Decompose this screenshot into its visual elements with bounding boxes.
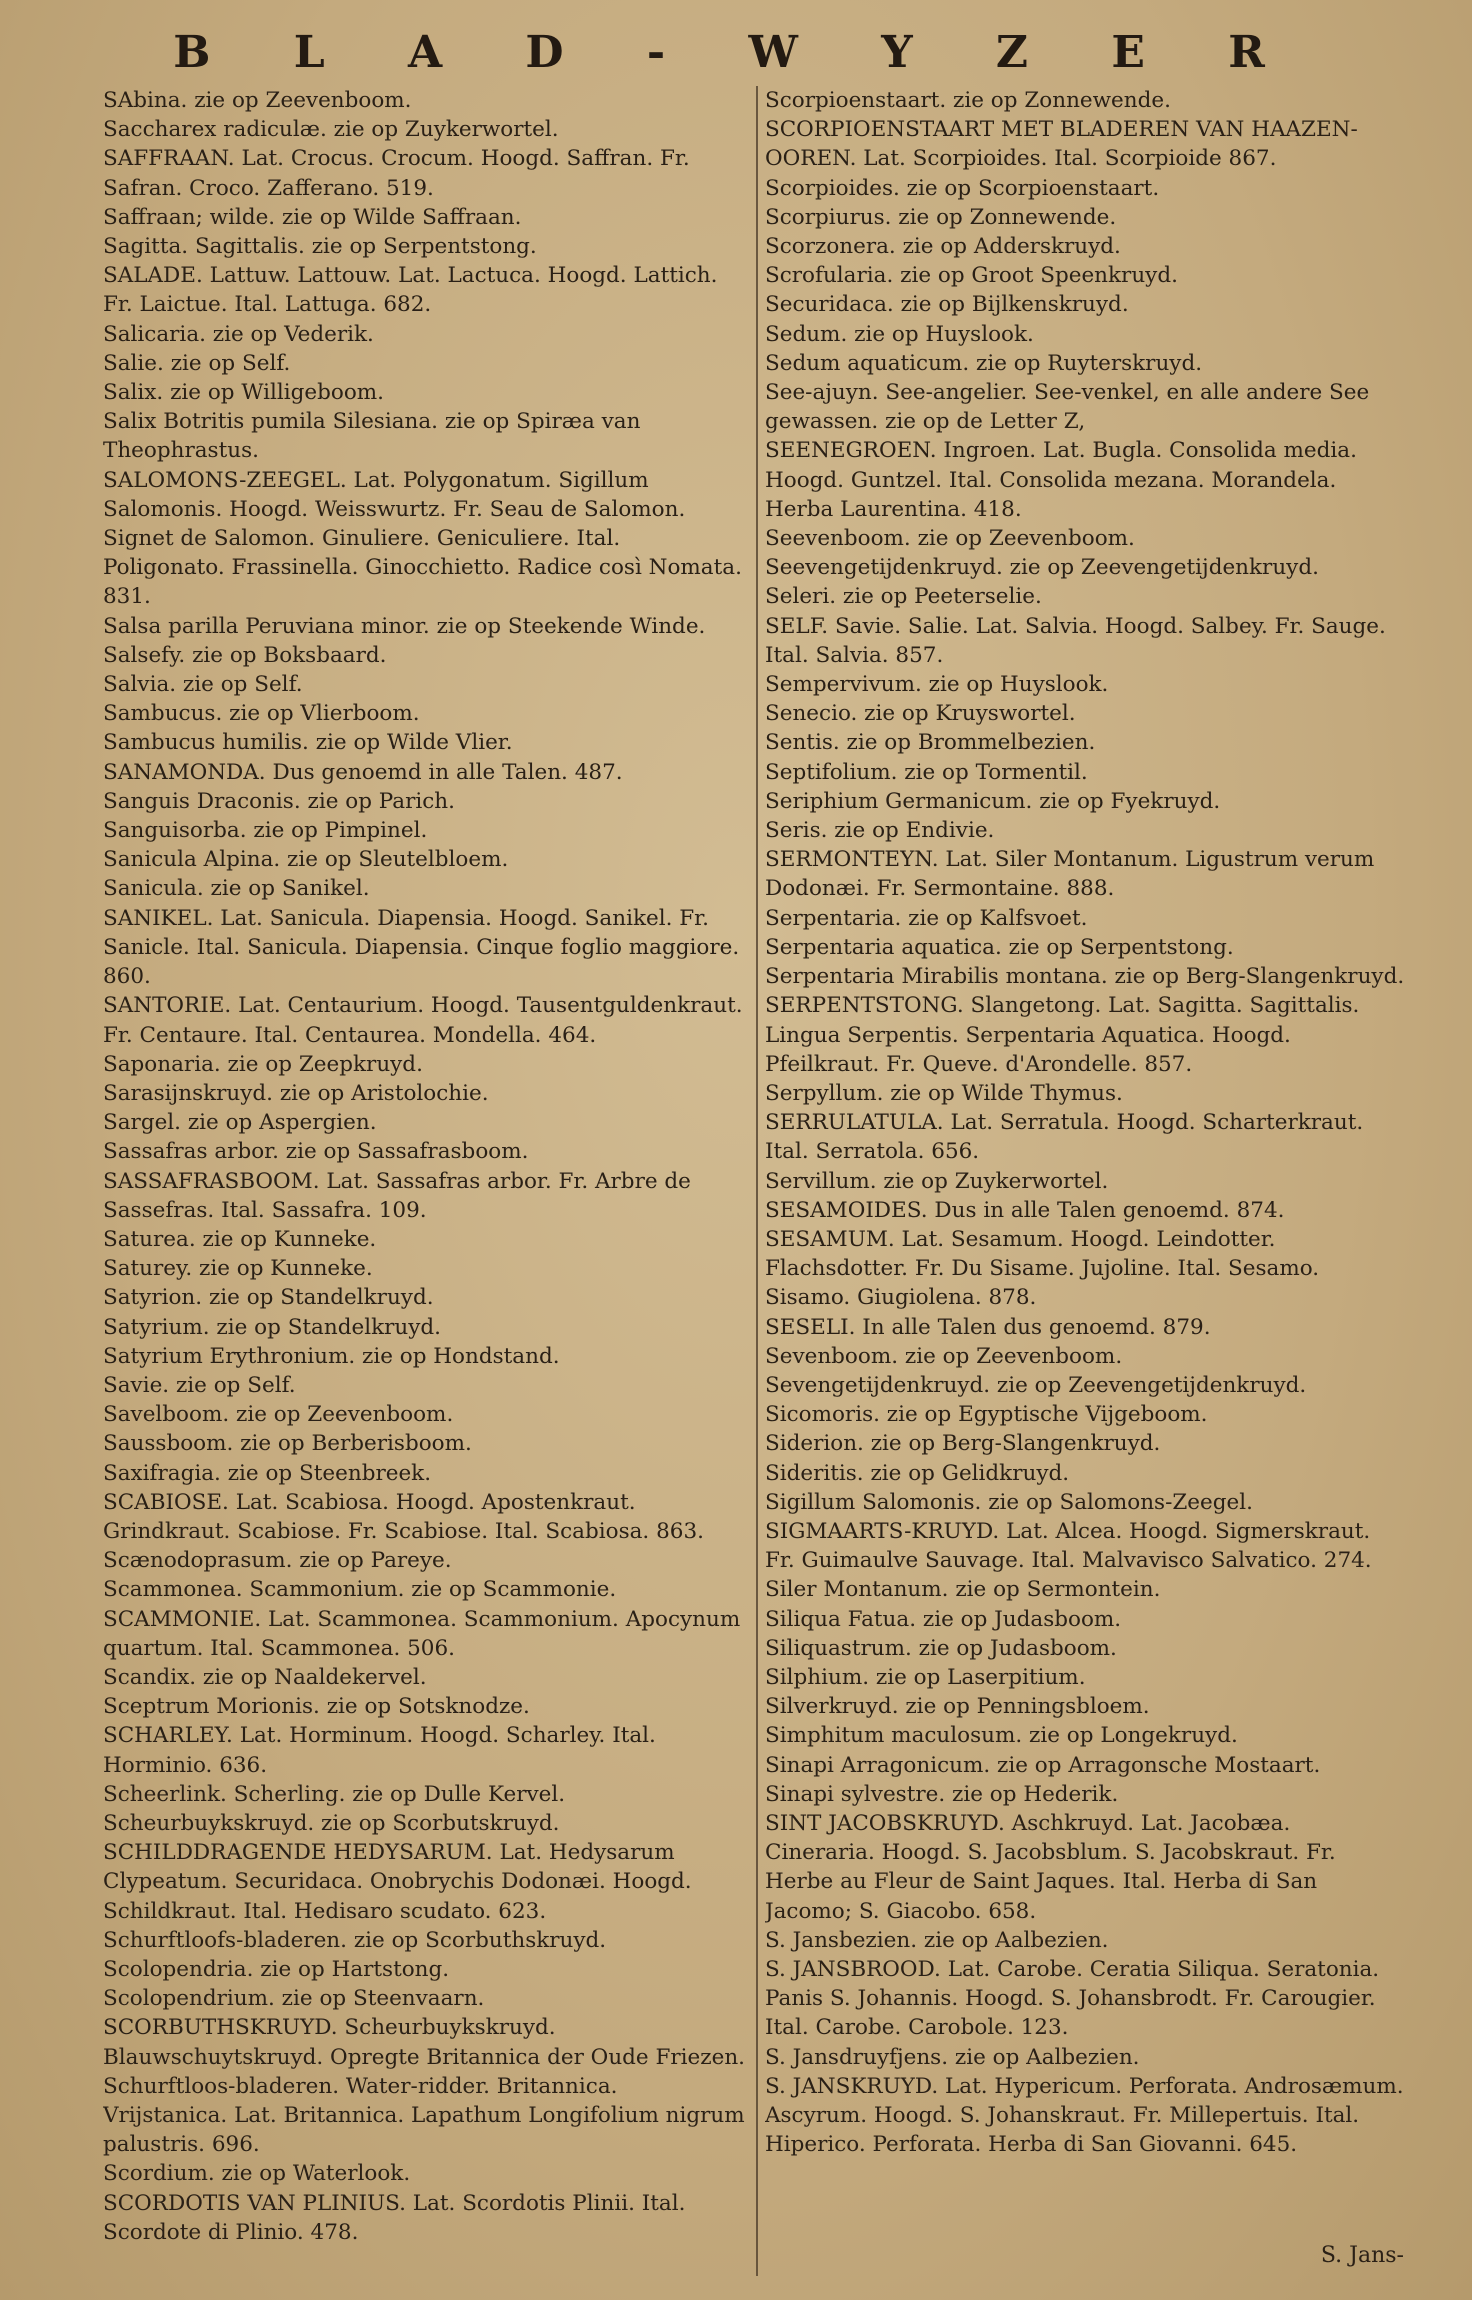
index-entry: SERRULATULA. Lat. Serratula. Hoogd. Scharterkraut. Ital. Serratola. 656. (765, 1110, 1364, 1165)
index-entry: S. JANSKRUYD. Lat. Hypericum. Perforata. Androsæmum. Ascyrum. Hoogd. S. Johanskraut. Fr. Millepertuis. Ital. Hiperico. Perforata. Herba di San Giovanni. 645. (765, 2073, 1404, 2158)
index-entry: Sanicula Alpina. zie op Sleutelbloem. (103, 847, 509, 873)
index-entry: Scolopendria. zie op Hartstong. (103, 1957, 450, 1982)
index-entry: Sevengetijdenkruyd. zie op Zeevengetijdenkruyd. (765, 1372, 1307, 1398)
index-entry: Scheerlink. Scherling. zie op Dulle Kervel. (103, 1781, 566, 1807)
index-entry: Seevenboom. zie op Zeevenboom. (765, 526, 1135, 552)
index-entry: SANTORIE. Lat. Centaurium. Hoogd. Tausentguldenkraut. Fr. Centaure. Ital. Centaurea. Mondella. 464. (103, 993, 743, 1048)
index-entry: Silphium. zie op Laserpitium. (765, 1664, 1086, 1690)
index-entry: Salie. zie op Self. (103, 350, 291, 376)
index-entry: Sanicula. zie op Sanikel. (103, 876, 370, 902)
index-entry: SAbina. zie op Zeevenboom. (103, 88, 412, 113)
index-entry: Sempervivum. zie op Huyslook. (765, 672, 1109, 698)
index-entry: SALOMONS-ZEEGEL. Lat. Polygonatum. Sigillum Salomonis. Hoogd. Weisswurtz. Fr. Seau de Salomon. Signet de Salomon. Ginuliere. Geniculiere. Ital. Poligonato. Frassinella. Ginocchietto. Radice così Nomata. 831. (103, 467, 742, 610)
index-entry: Sedum aquaticum. zie op Ruyterskruyd. (765, 350, 1203, 376)
index-entry: Scænodoprasum. zie op Pareye. (103, 1548, 452, 1574)
index-entry: Seleri. zie op Peeterselie. (765, 584, 1042, 610)
index-entry: SCHARLEY. Lat. Horminum. Hoogd. Scharley. Ital. Horminio. 636. (103, 1723, 656, 1778)
index-entry: Sentis. zie op Brommelbezien. (765, 730, 1096, 756)
index-entry: Saxifragia. zie op Steenbreek. (103, 1460, 432, 1486)
index-entry: SINT JACOBSKRUYD. Aschkruyd. Lat. Jacobæa. Cineraria. Hoogd. S. Jacobsblum. S. Jacobskraut. Fr. Herbe au Fleur de Saint Jaques. Ital. Herba di San Jacomo; S. Giacobo. 658. (765, 1810, 1336, 1924)
index-entry: Scorpioenstaart. zie op Zonnewende. (765, 88, 1171, 113)
index-entry: Savelboom. zie op Zeevenboom. (103, 1402, 454, 1428)
index-entry: Siler Montanum. zie op Sermontein. (765, 1577, 1161, 1603)
index-entry: Sideritis. zie op Gelidkruyd. (765, 1460, 1070, 1486)
index-entry: Seris. zie op Endivie. (765, 818, 995, 844)
index-entry: Serpentaria. zie op Kalfsvoet. (765, 905, 1088, 931)
index-entry: SERMONTEYN. Lat. Siler Montanum. Ligustrum verum Dodonæi. Fr. Sermontaine. 888. (765, 847, 1375, 902)
index-entry: Seriphium Germanicum. zie op Fyekruyd. (765, 788, 1221, 814)
index-entry: Scorzonera. zie op Adderskruyd. (765, 234, 1121, 260)
index-entry: SIGMAARTS-KRUYD. Lat. Alcea. Hoogd. Sigmerskraut. Fr. Guimaulve Sauvage. Ital. Malvavisco Salvatico. 274. (765, 1518, 1372, 1574)
index-entry: Scammonea. Scammonium. zie op Scammonie. (103, 1577, 617, 1603)
index-entry: Saccharex radiculæ. zie op Zuykerwortel. (103, 117, 559, 143)
page-title: B L A D - W Y Z E R (173, 27, 1299, 78)
index-entry: Satyrium Erythronium. zie op Hondstand. (103, 1343, 560, 1369)
index-entry: Scordium. zie op Waterlook. (103, 2161, 411, 2187)
index-entry: Scheurbuykskruyd. zie op Scorbutskruyd. (103, 1810, 560, 1836)
index-entry: S. Jansdruyfjens. zie op Aalbezien. (765, 2044, 1140, 2070)
index-entry: SCORPIOENSTAART MET BLADEREN VAN HAAZEN-OOREN. Lat. Scorpioides. Ital. Scorpioide 867. (765, 117, 1358, 172)
index-entry: Salix. zie op Willigeboom. (103, 380, 384, 406)
index-entry: Saponaria. zie op Zeepkruyd. (103, 1051, 423, 1077)
index-entry: SASSAFRASBOOM. Lat. Sassafras arbor. Fr. Arbre de Sassefras. Ital. Sassafra. 109. (103, 1168, 691, 1223)
index-entry: Sanguis Draconis. zie op Parich. (103, 788, 455, 814)
index-entry: Septifolium. zie op Tormentil. (765, 759, 1088, 785)
index-entry: Saturey. zie op Kunneke. (103, 1256, 373, 1282)
column-divider (756, 86, 758, 2276)
index-entry: Scorpiurus. zie op Zonnewende. (765, 204, 1117, 230)
index-entry: Sedum. zie op Huyslook. (765, 321, 1034, 347)
index-entry: Salsefy. zie op Boksbaard. (103, 642, 387, 668)
index-entry: Serpentaria aquatica. zie op Serpentstong. (765, 934, 1234, 960)
index-entry: Sevenboom. zie op Zeevenboom. (765, 1343, 1123, 1369)
index-entry: Sigillum Salomonis. zie op Salomons-Zeegel. (765, 1489, 1253, 1515)
index-entry: Sinapi sylvestre. zie op Hederik. (765, 1781, 1119, 1807)
index-entry: Scandix. zie op Naaldekervel. (103, 1664, 427, 1690)
catchword: S. Jans- (1320, 2243, 1404, 2268)
index-entry: Sanguisorba. zie op Pimpinel. (103, 818, 428, 844)
index-entry: SCABIOSE. Lat. Scabiosa. Hoogd. Apostenkraut. Grindkraut. Scabiose. Fr. Scabiose. Ital. Scabiosa. 863. (103, 1489, 704, 1544)
index-entry: Sinapi Arragonicum. zie op Arragonsche Mostaart. (765, 1752, 1321, 1778)
index-entry: Scolopendrium. zie op Steenvaarn. (103, 1986, 485, 2012)
index-entry: SCAMMONIE. Lat. Scammonea. Scammonium. Apocynum quartum. Ital. Scammonea. 506. (103, 1606, 741, 1661)
index-entry: SANIKEL. Lat. Sanicula. Diapensia. Hoogd. Sanikel. Fr. Sanicle. Ital. Sanicula. Diapensia. Cinque foglio maggiore. 860. (103, 905, 740, 990)
index-entry: Scrofularia. zie op Groot Speenkruyd. (765, 263, 1178, 289)
index-entry: Sicomoris. zie op Egyptische Vijgeboom. (765, 1402, 1208, 1428)
index-entry: SEENEGROEN. Ingroen. Lat. Bugla. Consolida media. Hoogd. Guntzel. Ital. Consolida mezana. Morandela. Herba Laurentina. 418. (765, 438, 1357, 522)
index-entry: Seevengetijdenkruyd. zie op Zeevengetijdenkruyd. (765, 555, 1319, 581)
index-entry: Salix Botritis pumila Silesiana. zie op Spiræa van Theophrastus. (103, 409, 641, 464)
index-entry: Senecio. zie op Kruyswortel. (765, 701, 1076, 727)
index-entry: Siderion. zie op Berg-Slangenkruyd. (765, 1431, 1161, 1457)
index-entry: Sargel. zie op Aspergien. (103, 1110, 377, 1136)
index-entry: Saussboom. zie op Berberisboom. (103, 1431, 472, 1457)
index-entry: SCORDOTIS VAN PLINIUS. Lat. Scordotis Plinii. Ital. Scordote di Plinio. 478. (103, 2190, 686, 2245)
index-entry: SESAMOIDES. Dus in alle Talen genoemd. 874. (765, 1197, 1285, 1223)
index-entry: Servillum. zie op Zuykerwortel. (765, 1168, 1109, 1194)
left-column (103, 86, 745, 2286)
index-entry: Sceptrum Morionis. zie op Sotsknodze. (103, 1694, 530, 1720)
index-entry: Satyrium. zie op Standelkruyd. (103, 1314, 441, 1340)
index-entry: Sambucus. zie op Vlierboom. (103, 701, 420, 727)
index-entry: Sarasijnskruyd. zie op Aristolochie. (103, 1080, 489, 1106)
index-entry: SALADE. Lattuw. Lattouw. Lat. Lactuca. Hoogd. Lattich. Fr. Laictue. Ital. Lattuga. 682. (103, 263, 718, 318)
index-entry: Sassafras arbor. zie op Sassafrasboom. (103, 1139, 529, 1165)
index-entry: See-ajuyn. See-angelier. See-venkel, en alle andere See gewassen. zie op de Letter Z, (765, 380, 1370, 435)
index-entry: Saturea. zie op Kunneke. (103, 1226, 377, 1252)
index-entry: Siliqua Fatua. zie op Judasboom. (765, 1606, 1122, 1632)
index-entry: Salvia. zie op Self. (103, 672, 303, 698)
index-entry: Silverkruyd. zie op Penningsbloem. (765, 1694, 1150, 1720)
index-entry: Simphitum maculosum. zie op Longekruyd. (765, 1723, 1238, 1749)
index-entry: SERPENTSTONG. Slangetong. Lat. Sagitta. Sagittalis. Lingua Serpentis. Serpentaria Aquatica. Hoogd. Pfeilkraut. Fr. Queve. d'Arondelle. 857. (765, 993, 1360, 1077)
index-entry: SCORBUTHSKRUYD. Scheurbuykskruyd. Blauwschuytskruyd. Opregte Britannica der Oude Friezen. Schurftloos-bladeren. Water-ridder. Britannica. Vrijstanica. Lat. Britannica. Lapathum Longifolium nigrum palustris. 696. (103, 2015, 745, 2158)
index-entry: Scorpioides. zie op Scorpioenstaart. (765, 175, 1160, 201)
index-entry: Serpyllum. zie op Wilde Thymus. (765, 1080, 1123, 1106)
index-entry: Salicaria. zie op Vederik. (103, 321, 374, 347)
index-entry: SESELI. In alle Talen dus genoemd. 879. (765, 1314, 1211, 1340)
index-entry: Saffraan; wilde. zie op Wilde Saffraan. (103, 204, 522, 230)
index-entry: Siliquastrum. zie op Judasboom. (765, 1635, 1117, 1661)
index-entry: SANAMONDA. Dus genoemd in alle Talen. 487. (103, 759, 623, 785)
index-entry: SELF. Savie. Salie. Lat. Salvia. Hoogd. Salbey. Fr. Sauge. Ital. Salvia. 857. (765, 613, 1386, 668)
index-entry: SAFFRAAN. Lat. Crocus. Crocum. Hoogd. Saffran. Fr. Safran. Croco. Zafferano. 519. (103, 146, 690, 201)
index-entry: SESAMUM. Lat. Sesamum. Hoogd. Leindotter. Flachsdotter. Fr. Du Sisame. Jujoline. Ital. Sesamo. Sisamo. Giugiolena. 878. (765, 1226, 1320, 1311)
index-entry: S. JANSBROOD. Lat. Carobe. Ceratia Siliqua. Seratonia. Panis S. Johannis. Hoogd. S. Johansbrodt. Fr. Carougier. Ital. Carobe. Carobole. 123. (765, 1957, 1380, 2041)
index-entry: Schurftloofs-bladeren. zie op Scorbuthskruyd. (103, 1927, 607, 1953)
index-entry: Securidaca. zie op Bijlkenskruyd. (765, 292, 1129, 318)
index-entry: S. Jansbezien. zie op Aalbezien. (765, 1927, 1109, 1953)
index-entry: SCHILDDRAGENDE HEDYSARUM. Lat. Hedysarum Clypeatum. Securidaca. Onobrychis Dodonæi. Hoogd. Schildkraut. Ital. Hedisaro scudato. 623. (103, 1840, 692, 1924)
index-entry: Sagitta. Sagittalis. zie op Serpentstong. (103, 234, 537, 260)
right-column (765, 86, 1405, 2286)
index-entry: Satyrion. zie op Standelkruyd. (103, 1285, 434, 1311)
index-entry: Savie. zie op Self. (103, 1372, 296, 1398)
index-entry: Sambucus humilis. zie op Wilde Vlier. (103, 730, 513, 756)
index-entry: Serpentaria Mirabilis montana. zie op Berg-Slangenkruyd. (765, 964, 1405, 990)
index-entry: Salsa parilla Peruviana minor. zie op Steekende Winde. (103, 613, 706, 639)
